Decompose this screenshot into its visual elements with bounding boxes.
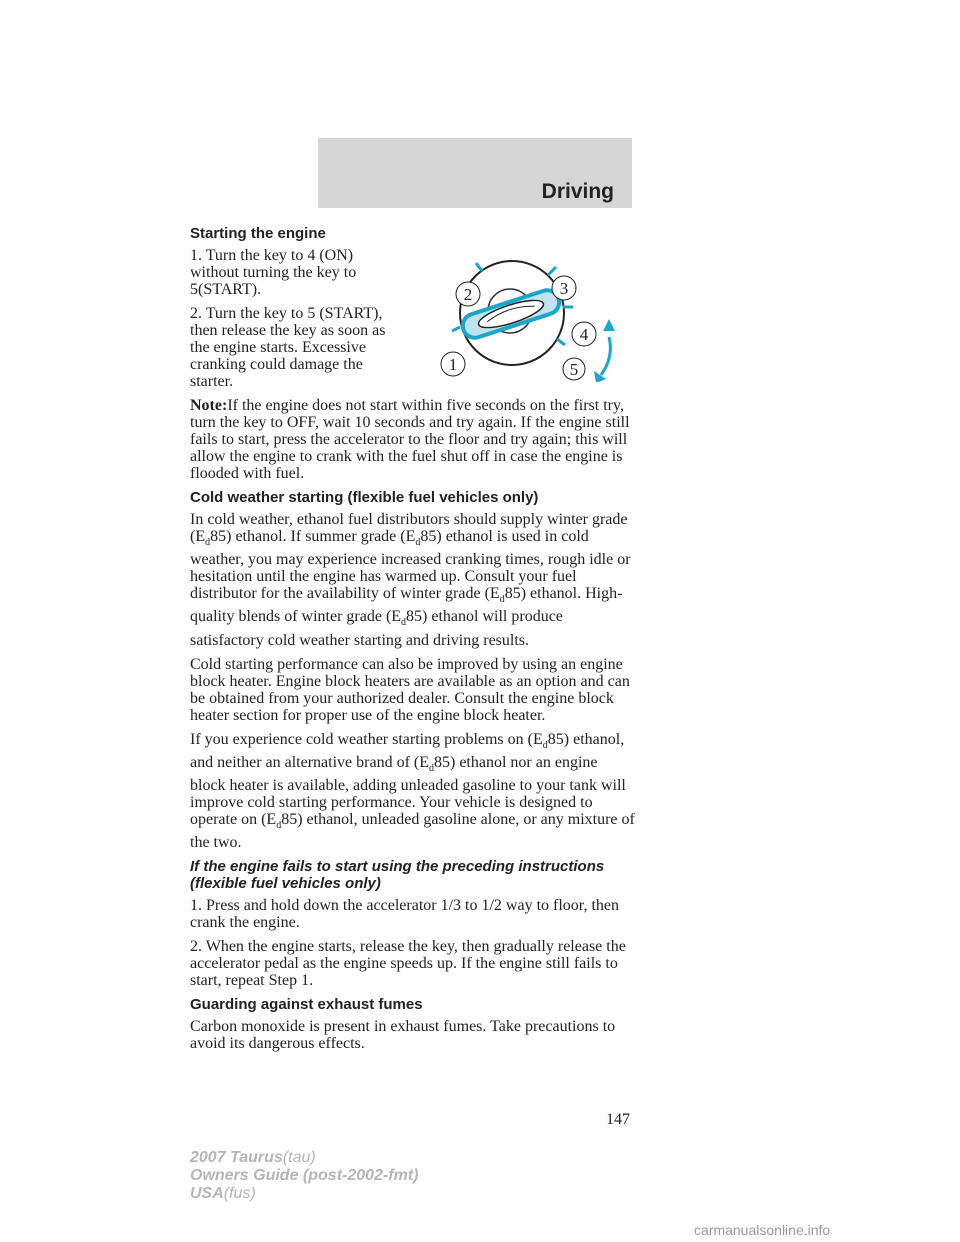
heading-starting-engine: Starting the engine [190,225,326,242]
document-footer [190,1149,418,1203]
heading-exhaust-fumes: Guarding against exhaust fumes [190,996,423,1014]
ignition-switch-figure [416,247,616,382]
starting-note [190,397,636,482]
position-label-1: 1 [448,355,458,374]
position-label-2: 2 [463,285,473,304]
tick-3 [548,267,556,275]
note-text: If the engine does not start within five seconds on the first try, turn the key to OFF, wait 10 seconds and try again. If the engine still fails to start, press the accelerator to the floor and try again; this will allow the engine to crank with the fuel shut off in case the engine is flooded with fuel. [190,397,630,482]
fails-step-1: 1. Press and hold down the accelerator 1/3 to 1/2 way to floor, then crank the engine. [190,897,620,932]
fails-step-2: 2. When the engine starts, release the key, then gradually release the accelerator pedal as the engine speeds up. If the engine still fails to start, repeat Step 1. [190,938,626,990]
tick-5 [557,339,565,345]
exhaust-paragraph: Carbon monoxide is present in exhaust fumes. Take precautions to avoid its dangerous effects. [190,1018,616,1053]
cold-paragraph-3: If you experience cold weather starting problems on $(E_d85)$ ethanol, and neither an alternative brand of $(E_d85)$ ethanol nor an engine block heater is available, adding unleaded gasoline to your tank will improve cold starting performance. Your vehicle is designed to operate on $(E_d85)$ ethanol, unleaded gasoline alone, or any mixture of the two. [190,730,635,852]
ignition-diagram [416,247,616,382]
watermark-link[interactable]: carmanualsonline.info [694,1222,831,1238]
heading-cold-weather: Cold weather starting (flexible fuel vehicles only) [190,489,539,506]
footer-line-1: 2007 Taurus(tau) [190,1149,316,1166]
page-content [190,223,636,1059]
start-arrow-curve [601,337,610,375]
cold-paragraph-2: Cold starting performance can also be improved by using an engine block heater. Engine block heaters are available as an option and can be obtained from your authorized dealer. Consult the engine block heater section for proper use of the engine block heater. [190,655,630,724]
position-label-5: 5 [569,360,579,379]
starting-step-2: 2. Turn the key to 5 (START), then release the key as soon as the engine starts. Excessive cranking could damage the starter. [190,305,386,390]
starting-step-1: 1. Turn the key to 4 (ON) without turning the key to 5(START). [190,247,357,298]
tick-2 [476,263,482,271]
section-title: Driving [541,180,614,203]
note-label: Note: [190,397,228,414]
position-label-3: 3 [559,279,569,298]
arrow-up-icon [603,319,615,331]
page-number: 147 [606,1111,630,1128]
heading-engine-fails: If the engine fails to start using the preceding instructions (flexible fuel vehicles only) [190,858,605,893]
cold-paragraph-1: In cold weather, ethanol fuel distributors should supply winter grade $(E_d85)$ ethanol. If summer grade $(E_d85)$ ethanol is used in cold weather, you may experience increased cranking times, rough idle or hesitation until the engine has warmed up. Consult your fuel distributor for the availability of winter grade $(E_d85)$ ethanol. High-quality blends of winter grade $(E_d85)$ ethanol will produce satisfactory cold weather starting and driving results. [190,511,631,649]
footer-line-2: Owners Guide (post-2002-fmt) [190,1167,419,1184]
position-label-4: 4 [579,325,589,344]
section-header [318,138,632,208]
tick-1 [452,327,460,331]
footer-line-3: USA(fus) [190,1185,256,1202]
